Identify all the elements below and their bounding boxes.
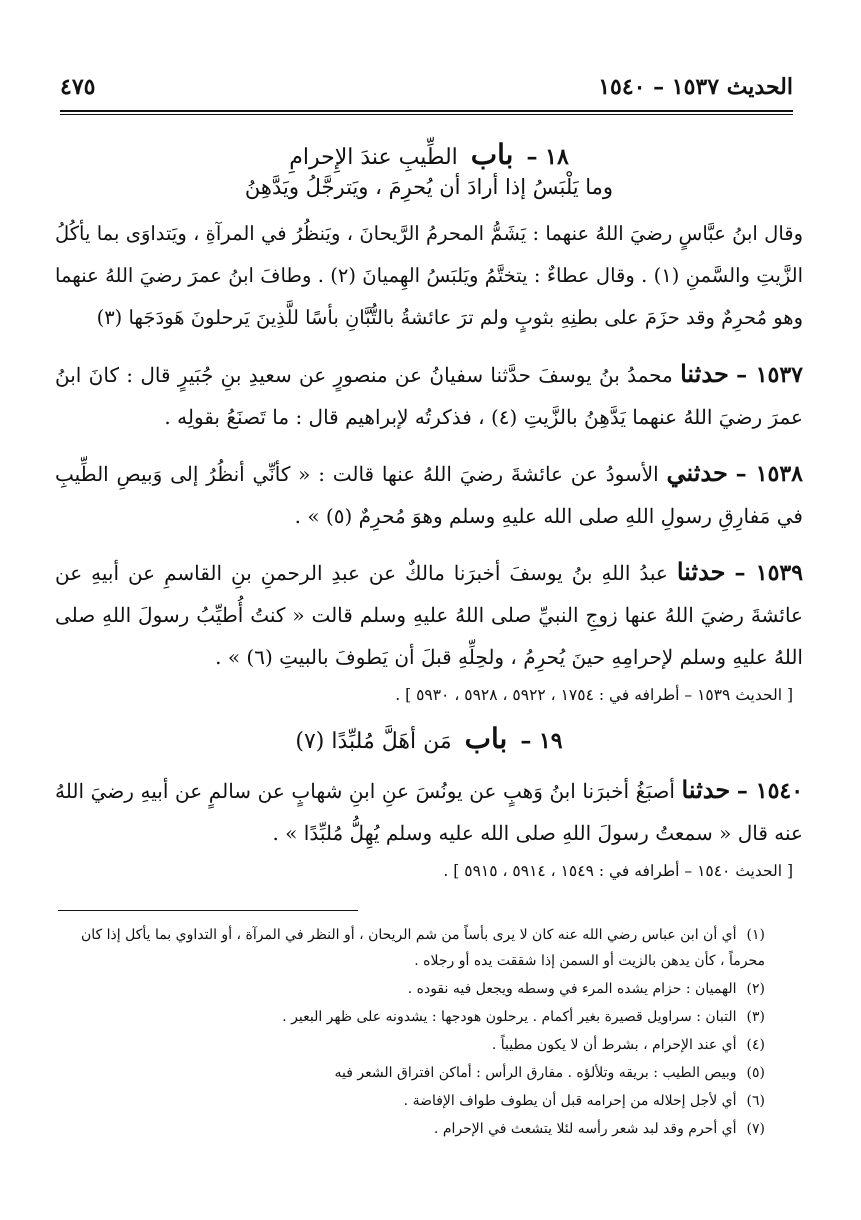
hadith-number: ١٥٣٧ – <box>736 362 803 388</box>
footnote <box>58 976 765 1002</box>
hadith-number: ١٥٤٠ – <box>736 778 804 804</box>
footnote-text: وبيص الطيب : بريقه وتلألؤه . مفارق الرأس : أماكن افتراق الشعر فيه <box>334 1065 737 1081</box>
chapter-number: ١٩ – <box>520 728 563 754</box>
header-rule <box>60 110 793 112</box>
chapter-title: الطِّيبِ عندَ الإِحرامِ <box>289 145 458 170</box>
bab-label: باب <box>470 138 514 171</box>
footnote-text: الهميان : حزام يشده المرء في وسطه ويجعل فيه نقوده . <box>407 981 737 997</box>
hadith-text: أصبَغُ أخبرَنا ابنُ وَهبٍ عن يونُسَ عنِ ابنِ شهابٍ عن سالمٍ عن أبيهِ رضيَ اللهُ عنه قال « سمعتُ رسولَ اللهِ صلى الله عليه وسلم يُهِلُّ مُلبِّدًا » . <box>55 779 803 845</box>
footnote-number: (٤) <box>746 1037 765 1053</box>
footnote-text: أي أحرم وقد لبد شعر رأسه لئلا يتشعث في الإحرام . <box>433 1121 737 1137</box>
footnote-number: (٥) <box>746 1065 765 1081</box>
footnote-number: (٢) <box>746 981 765 997</box>
footnote-text: أي عند الإحرام ، بشرط أن لا يكون مطيباً . <box>491 1037 737 1053</box>
chapter-intro: وقال ابنُ عبَّاسٍ رضيَ اللهُ عنهما : يَشَمُّ المحرمُ الرَّيحانَ ، ويَنظُرُ في المرآةِ ، ويَتداوَى بما يأكُلُ الزَّيتِ والسَّمنِ (١) . وقال عطاءٌ : يتختَّمُ ويَلبَسُ الهِميانَ (٢) . وطافَ ابنُ عمرَ رضيَ اللهُ عنهما وهو مُحرِمٌ وقد حزَمَ على بطنِهِ بثوبٍ ولم ترَ عائشةُ بالتُّبَّانِ بأسًا للَّذِينَ يَرحلونَ هَودَجَها (٣) <box>55 222 803 329</box>
hadith-text: عبدُ اللهِ بنُ يوسفَ أخبرَنا مالكٌ عن عبدِ الرحمنِ بنِ القاسمِ عن أبيهِ عن عائشةَ رضيَ اللهُ عنها زوجِ النبيِّ صلى اللهُ عليهِ وسلم قالت « كنتُ أُطيِّبُ رسولَ اللهِ صلى اللهُ عليهِ وسلم لإحرامِهِ حينَ يُحرِمُ ، ولحِلِّهِ قبلَ أن يَطوفَ بالبيتِ (٦) » . <box>55 561 803 669</box>
footnote-number: (١) <box>746 927 765 943</box>
hadith-number: ١٥٣٨ – <box>735 461 803 487</box>
footnotes <box>58 920 765 1144</box>
chapter-subtitle: وما يَلْبَسُ إذا أرادَ أن يُحرِمَ ، ويَترجَّلُ ويَدَّهِنُ <box>244 175 614 199</box>
chapter-18-heading <box>55 138 803 171</box>
footnote-text: أي أن ابن عباس رضي الله عنه كان لا يرى بأساً من شم الريحان ، أو النظر في المرآة ، أو التداوي بما يأكل إذا كان محرماً ، كأن يدهن بالزيت أو السمن إذا شققت يده أو رجلاه . <box>80 927 765 969</box>
page-header <box>60 70 793 104</box>
haddathana-word: حدثني <box>666 458 728 487</box>
page-number: ٤٧٥ <box>60 74 96 100</box>
hadith-text: محمدُ بنُ يوسفَ حدَّثنا سفيانُ عن منصورٍ عن سعيدِ بنِ جُبَيرٍ قال : كانَ ابنُ عمرَ رضيَ اللهُ عنهما يَدَّهِنُ بالزَّيتِ (٤) ، فذكرتُه لإبراهيم قال : ما تَصنَعُ بقولِه . <box>55 363 803 429</box>
haddathana-word: حدثنا <box>680 359 729 388</box>
haddathana-word: حدثنا <box>681 775 731 804</box>
hadith-1538 <box>55 452 803 537</box>
footnote <box>58 1088 765 1114</box>
chapter-number: ١٨ – <box>526 144 569 170</box>
chapter-title: مَن أهَلَّ مُلبِّدًا (٧) <box>295 729 452 754</box>
footnote <box>58 1032 765 1058</box>
footnote-text: أي لأجل إحلاله من إحرامه قبل أن يطوف طواف الإفاضة . <box>403 1093 737 1109</box>
hadith-1540 <box>55 769 803 854</box>
footnote <box>58 1060 765 1086</box>
footnote-number: (٧) <box>746 1121 765 1137</box>
header-rule-thin <box>60 114 793 115</box>
hadith-reference: [ الحديث ١٥٣٩ – أطرافه في : ١٧٥٤ ، ٥٩٢٢ ، ٥٩٢٨ ، ٥٩٣٠ ] . <box>395 686 793 704</box>
chapter-19-heading <box>55 722 803 755</box>
hadith-number: ١٥٣٩ – <box>734 560 804 586</box>
footnote-text: التبان : سراويل قصيرة بغير أكمام . يرحلون هودجها : يشدونه على ظهر البعير . <box>282 1009 737 1025</box>
bab-label: باب <box>464 722 508 755</box>
footnote-number: (٦) <box>746 1093 765 1109</box>
hadith-reference: [ الحديث ١٥٤٠ – أطرافه في : ١٥٤٩ ، ٥٩١٤ ، ٥٩١٥ ] . <box>443 862 793 880</box>
page-body <box>55 128 803 898</box>
hadith-1537 <box>55 353 803 438</box>
footnote <box>58 922 765 974</box>
haddathana-word: حدثنا <box>676 557 726 586</box>
footnote-rule <box>58 910 358 911</box>
hadith-text: الأسودُ عن عائشةَ رضيَ اللهُ عنها قالت : « كأنِّي أنظُرُ إلى وَبيصِ الطِّيبِ في مَفارِقِ رسولِ اللهِ صلى الله عليهِ وسلم وهوَ مُحرِمٌ (٥) » . <box>55 462 803 528</box>
footnote <box>58 1116 765 1142</box>
hadith-range: الحديث ١٥٣٧ – ١٥٤٠ <box>598 74 793 100</box>
footnote <box>58 1004 765 1030</box>
hadith-1539 <box>55 551 803 678</box>
footnote-number: (٣) <box>746 1009 765 1025</box>
